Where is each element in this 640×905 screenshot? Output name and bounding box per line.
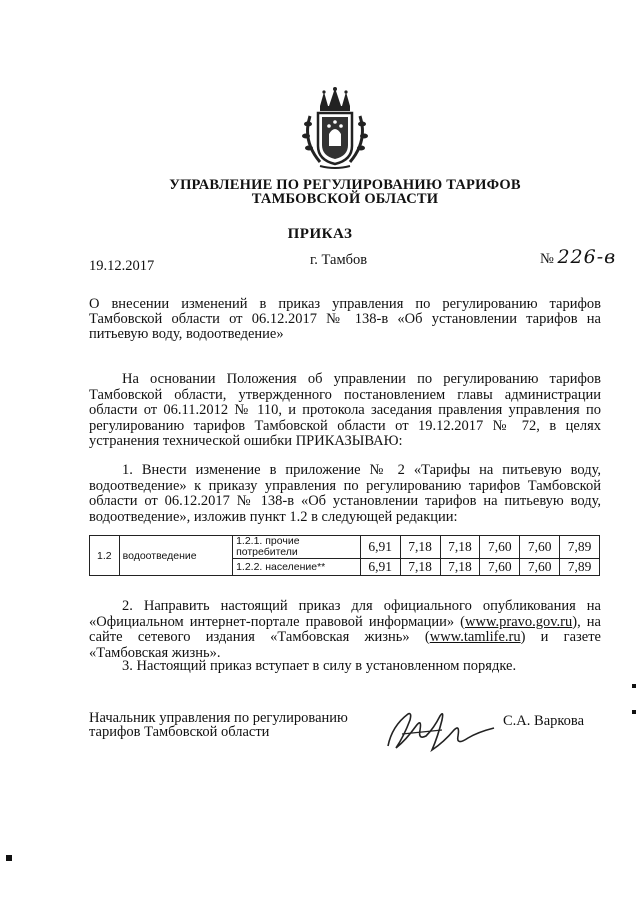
tariff-value-cell: 6,91 (360, 559, 400, 576)
service-cell: водоотведение (119, 536, 232, 576)
item-2-text-a: 2. Направить настоящий приказ для официального опубликования на «Официальном интернет-портале правовой информации» ( (89, 598, 601, 630)
tariff-value-cell: 7,60 (480, 536, 520, 559)
handwritten-signature (382, 706, 500, 754)
tamlife-link[interactable]: www.tamlife.ru (429, 629, 521, 645)
item-2-paragraph (89, 599, 601, 661)
scan-artifact-mark (6, 855, 12, 861)
pravo-link[interactable]: www.pravo.gov.ru (465, 613, 573, 630)
scan-artifact-mark (632, 684, 636, 688)
table-row (90, 536, 600, 559)
organization-name (110, 178, 580, 206)
position-line-1: Начальник управления по регулированию (89, 710, 348, 726)
document-subject: О внесении изменений в приказ управления по регулированию тарифов Тамбовской области от 06.12.2017 № 138-в «Об установлении тарифов на питьевую воду, водоотведение» (89, 296, 601, 342)
signatory-position (89, 711, 389, 739)
tariff-value-cell: 6,91 (360, 536, 400, 559)
item-3-paragraph: 3. Настоящий приказ вступает в силу в установленном порядке. (122, 658, 517, 674)
scan-artifact-mark (632, 710, 636, 714)
document-city: г. Тамбов (310, 252, 368, 268)
tariff-value-cell: 7,89 (560, 559, 600, 576)
consumer-category-cell: 1.2.1. прочие потребители (233, 536, 361, 559)
tariff-table (89, 535, 600, 576)
tariff-value-cell: 7,60 (520, 559, 560, 576)
item-2-text-b: ), на сайте сетевого издания «Тамбовская жизнь» ( (89, 613, 601, 645)
document-date: 19.12.2017 (89, 258, 155, 274)
position-line-2: тарифов Тамбовской области (89, 724, 270, 740)
tariff-value-cell: 7,60 (520, 536, 560, 559)
document-number (540, 246, 616, 268)
tariff-value-cell: 7,18 (400, 536, 440, 559)
document-title: ПРИКАЗ (287, 226, 353, 242)
tariff-value-cell: 7,18 (440, 536, 480, 559)
consumer-category-cell: 1.2.2. население** (233, 559, 361, 576)
coat-of-arms-emblem (300, 86, 370, 170)
basis-paragraph: На основании Положения об управлении по регулированию тарифов Тамбовской области, утвержденного постановлением главы администрации области от 06.11.2012 № 110, и протокола заседания правления управления по регулированию тарифов Тамбовской области от 19.12.2017 № 72, в целях устранения технической ошибки ПРИКАЗЫВАЮ: (89, 371, 601, 449)
item-1-paragraph: 1. Внести изменение в приложение № 2 «Тарифы на питьевую воду, водоотведение» к приказу управления по регулированию тарифов Тамбовской области от 06.12.2017 № 138-в «Об установлении тарифов на питьевую воду, водоотведение», изложив пункт 1.2 в следующей редакции: (89, 462, 601, 525)
item-2-text-c: ) и газете «Тамбовская жизнь». (89, 629, 601, 661)
org-line-1: УПРАВЛЕНИЕ ПО РЕГУЛИРОВАНИЮ ТАРИФОВ (169, 177, 521, 193)
org-line-2: ТАМБОВСКОЙ ОБЛАСТИ (251, 191, 439, 207)
row-number-cell: 1.2 (90, 536, 120, 576)
tariff-value-cell: 7,89 (560, 536, 600, 559)
tariff-value-cell: 7,60 (480, 559, 520, 576)
number-prefix: № (540, 251, 554, 267)
tariff-value-cell: 7,18 (440, 559, 480, 576)
tariff-value-cell: 7,18 (400, 559, 440, 576)
handwritten-number: 226-в (557, 246, 617, 268)
signatory-name: С.А. Варкова (503, 713, 585, 729)
